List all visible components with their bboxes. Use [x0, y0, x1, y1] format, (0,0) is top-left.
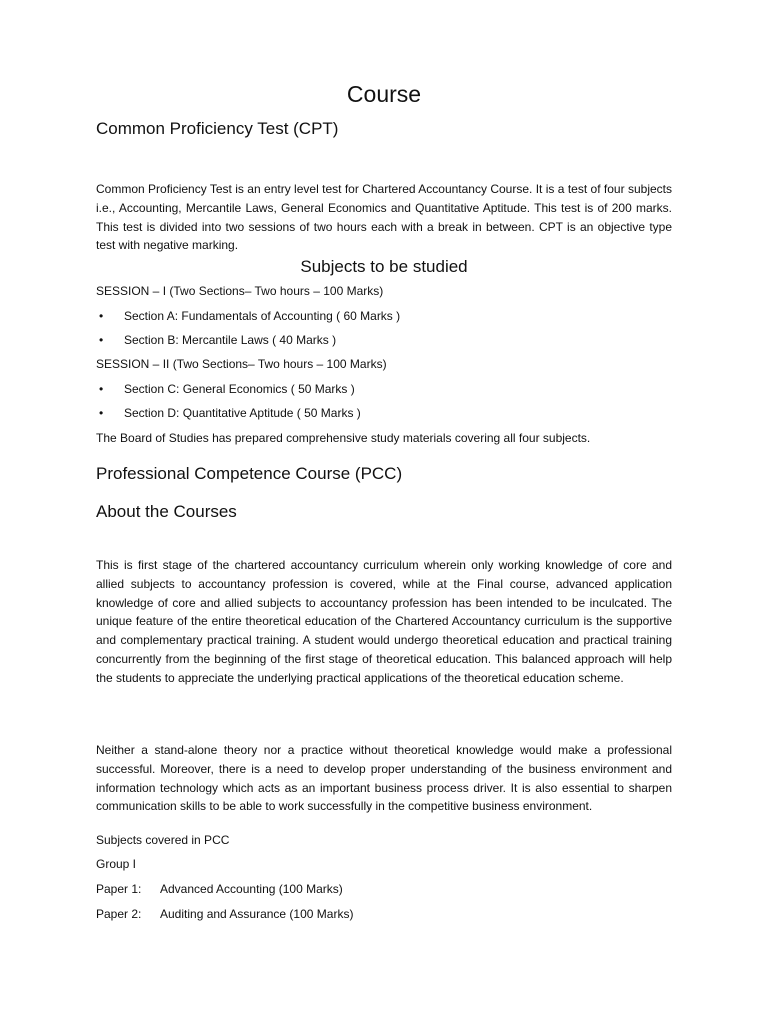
pcc-paragraph-2: Neither a stand-alone theory nor a practice without theoretical knowledge would make a professional successful. Moreover, there is a need to develop proper understanding of the business environment and information technology which acts as an important business process driver. It is also essential to sharpen communication skills to be able to work successfully in the competitive business environment.	[96, 743, 672, 814]
list-item-text: Section C: General Economics ( 50 Marks )	[124, 382, 355, 396]
paper-number: Paper 2:	[96, 907, 142, 921]
cpt-note: The Board of Studies has prepared comprehensive study materials covering all four subjects.	[96, 431, 591, 445]
bullet-icon: •	[99, 406, 104, 420]
paper-title: Auditing and Assurance (100 Marks)	[160, 907, 354, 921]
session-2-label: SESSION – II (Two Sections– Two hours – 100 Marks)	[96, 357, 387, 371]
pcc-paragraph-1: This is first stage of the chartered accountancy curriculum wherein only working knowledge of core and allied subjects to accountancy profession is covered, while at the Final course, advanced application knowledge of core and allied subjects to accountancy profession has been intended to be inculcated. The unique feature of the entire theoretical education of the Chartered Accountancy curriculum is the supportive and complementary practical training. A student would undergo theoretical education and practical training concurrently from the beginning of the first stage of theoretical education. This balanced approach will help the students to appreciate the underlying practical applications of the theoretical education scheme.	[96, 558, 672, 685]
subjects-heading: Subjects to be studied	[300, 257, 468, 276]
cpt-heading: Common Proficiency Test (CPT)	[96, 119, 339, 138]
list-item-text: Section A: Fundamentals of Accounting ( 60 Marks )	[124, 309, 401, 323]
page-title: Course	[346, 81, 422, 107]
list-item-text: Section B: Mercantile Laws ( 40 Marks )	[124, 333, 337, 347]
bullet-icon: •	[99, 333, 104, 347]
session-1-label: SESSION – I (Two Sections– Two hours – 100 Marks)	[96, 284, 384, 298]
subjects-covered-label: Subjects covered in PCC	[96, 833, 230, 847]
paper-title: Advanced Accounting (100 Marks)	[160, 882, 343, 896]
pcc-heading: Professional Competence Course (PCC)	[96, 464, 403, 483]
about-heading: About the Courses	[96, 502, 237, 521]
bullet-icon: •	[99, 309, 104, 323]
cpt-paragraph: Common Proficiency Test is an entry level test for Chartered Accountancy Course. It is a test of four subjects i.e., Accounting, Mercantile Laws, General Economics and Quantitative Aptitude. This test is of 200 marks. This test is divided into two sessions of two hours each with a break in between. CPT is an objective type test with negative marking.	[96, 182, 672, 253]
paper-number: Paper 1:	[96, 882, 142, 896]
group-label: Group I	[96, 857, 137, 871]
bullet-icon: •	[99, 382, 104, 396]
list-item-text: Section D: Quantitative Aptitude ( 50 Marks )	[124, 406, 361, 420]
